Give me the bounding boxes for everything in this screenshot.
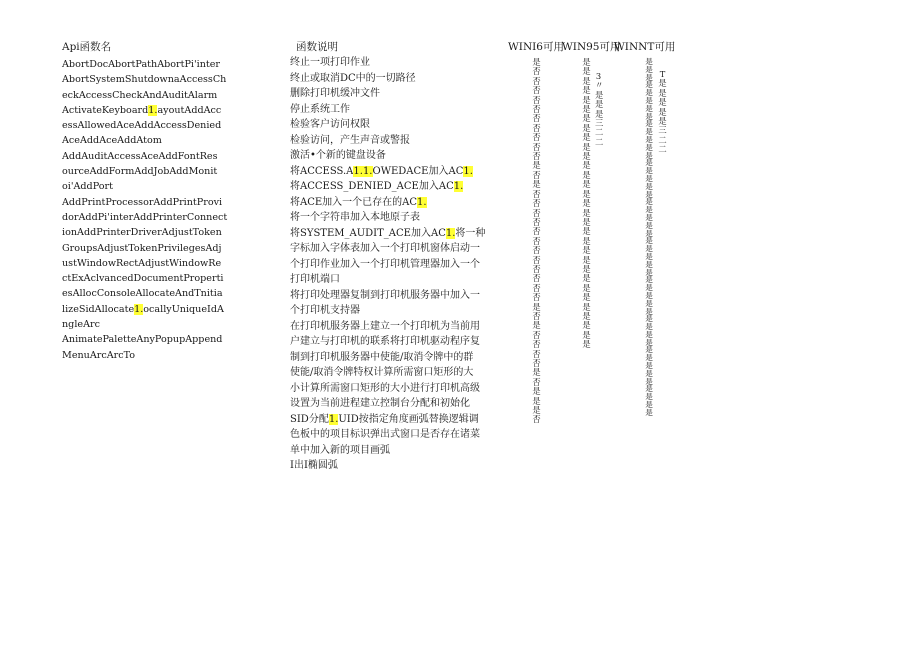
text-run: AnimatePaletteAnyPopupAppend — [62, 334, 223, 346]
text-run: 个打印作业加入一个打印机管理器加入一个 — [290, 258, 480, 270]
highlighted-text: 1. — [148, 104, 158, 116]
text-run: ourceAddFormAddJobAddMonit — [62, 166, 218, 178]
description-line — [290, 396, 502, 412]
header-function-description: 函数说明 — [296, 41, 338, 53]
text-run: 制到打印机服务器中使能/取消令牌中的群 — [290, 351, 474, 363]
text-run: 将一种 — [455, 227, 486, 239]
description-line — [290, 365, 502, 381]
text-run: 检验访问，产生声音或警报 — [290, 134, 410, 146]
text-run: 在打印机服务器上建立一个打印机为当前用 — [290, 320, 480, 332]
description-line — [290, 350, 502, 366]
api-name-column — [62, 57, 228, 363]
highlighted-text: 1.1. — [353, 165, 373, 177]
api-name-line — [62, 103, 222, 118]
description-line — [290, 241, 502, 257]
text-run: 将一个字符串加入本地原子表 — [290, 212, 420, 223]
api-name-line — [62, 317, 222, 332]
description-line — [290, 257, 502, 273]
api-name-line — [62, 195, 222, 210]
description-line — [290, 86, 502, 102]
text-run: ngleArc — [62, 319, 100, 331]
header-win95-available: WIN95可用 — [562, 41, 621, 53]
description-line — [290, 303, 502, 319]
text-run: 色板中的项目标识弹出式窗口是否存在诸菜 — [290, 429, 480, 440]
api-name-line — [62, 302, 222, 317]
description-line — [290, 164, 502, 180]
description-line — [290, 319, 502, 335]
text-run: 终止一项打印作业 — [290, 57, 370, 68]
text-run: AddAuditAccessAceAddFontRes — [62, 150, 218, 162]
text-run: 单中加入新的项目画弧 — [290, 444, 390, 456]
text-run: 将ACE加入一个已存在的AC — [290, 196, 418, 208]
api-name-line — [62, 133, 222, 148]
header-win16-available: WINI6可用 — [508, 41, 564, 53]
description-line — [290, 427, 502, 443]
text-run: 将ACCESS.A — [290, 165, 354, 177]
description-line — [290, 226, 502, 242]
highlighted-text: 1. — [463, 165, 473, 177]
description-line — [290, 443, 502, 459]
api-name-line — [62, 57, 222, 72]
description-line — [290, 133, 502, 149]
text-run: 检验客户访问权限 — [290, 119, 370, 130]
text-run: AbortDocAbortPathAbortPi'inter — [62, 59, 221, 70]
text-run: 将打印处理器复制到打印机服务器中加入一 — [290, 289, 480, 301]
winnt-availability-column-b: T是是是是是三二二 — [658, 69, 667, 155]
win95-availability-column-b: 3〃是是是三二二 — [595, 71, 604, 147]
text-run: MenuArcArcTo — [62, 349, 136, 361]
text-run: AbortSystemShutdownaAccessCh — [62, 74, 227, 86]
text-run: ocallyUniqueIdA — [143, 303, 224, 315]
highlighted-text: 1. — [445, 227, 456, 239]
description-line — [290, 55, 502, 71]
header-api-name: Api函数名 — [62, 41, 112, 53]
text-run: I出I椭圆弧 — [290, 460, 338, 471]
description-line — [290, 458, 502, 474]
api-name-line — [62, 271, 222, 286]
api-name-line — [62, 149, 222, 164]
text-run: oi'AddPort — [62, 181, 113, 193]
text-run: OWEDACE加入AC — [372, 165, 464, 177]
text-run: 激活•个新的键盘设备 — [290, 150, 386, 161]
text-run: AddPrintProcessorAddPrintProvi — [62, 196, 223, 208]
description-line — [290, 102, 502, 118]
text-run: ActivateKeyboard — [62, 104, 149, 116]
description-line — [290, 334, 502, 350]
api-name-line — [62, 348, 222, 363]
description-line — [290, 148, 502, 164]
text-run: GroupsAdjustTokenPrivilegesAdj — [62, 242, 222, 254]
text-run: ustWindowRectAdjustWindowRe — [62, 257, 222, 269]
highlighted-text: 1. — [134, 303, 144, 315]
text-run: 字标加入字体表加入一个打印机窗体启动一 — [290, 243, 480, 254]
description-line — [290, 179, 502, 195]
text-run: eckAccessCheckAndAuditAlarm — [62, 89, 218, 101]
text-run: SID分配 — [290, 413, 329, 425]
text-run: 使能/取消令牌特权计算所需窗口矩形的大 — [290, 367, 474, 378]
text-run: 打印机端口 — [290, 274, 340, 285]
highlighted-text: 1. — [328, 413, 339, 425]
text-run: esAllocConsoleAllocateAndTnitia — [62, 288, 223, 300]
api-name-line — [62, 225, 222, 240]
description-line — [290, 412, 502, 428]
win95-availability-column: 是是是是是是是是是是是是是是是是是是是是是是是是是是是是是是是 — [582, 57, 591, 350]
text-run: lizeSidAllocate — [62, 303, 135, 315]
text-run: 停止系统工作 — [290, 103, 350, 115]
description-line — [290, 272, 502, 288]
text-run: ayoutAddAcc — [157, 104, 222, 116]
description-line — [290, 210, 502, 226]
api-name-line — [62, 286, 222, 301]
text-run: 户建立与打印机的联系将打印机驱动程序复 — [290, 336, 480, 347]
text-run: dorAddPi'interAddPrinterConnect — [62, 211, 228, 223]
api-name-line — [62, 256, 222, 271]
text-run: 个打印机支持器 — [290, 305, 360, 316]
api-name-line — [62, 164, 222, 179]
api-name-line — [62, 72, 227, 87]
text-run: 终止或取消DC中的一切路径 — [290, 72, 416, 84]
text-run: essAllowedAceAddAccessDenied — [62, 120, 222, 132]
highlighted-text: 1. — [417, 196, 427, 208]
api-name-line — [62, 118, 222, 133]
text-run: UID按指定角度画弧替换逻辑调 — [338, 413, 479, 425]
text-run: 小计算所需窗口矩形的大小进行打印机高级 — [290, 382, 480, 394]
text-run: 将ACCESS_DENIED_ACE加入AC — [290, 181, 454, 192]
api-name-line — [62, 179, 222, 194]
description-line — [290, 381, 502, 397]
description-line — [290, 195, 502, 211]
text-run: ionAddPrinterDriverAdjustToken — [62, 227, 222, 239]
api-name-line — [62, 241, 222, 256]
description-line — [290, 71, 502, 87]
text-run: ctExAclvancedDocumentProperti — [62, 273, 224, 285]
description-line — [290, 288, 502, 304]
description-column — [290, 55, 502, 474]
api-name-line — [62, 210, 228, 225]
text-run: AceAddAceAddAtom — [62, 135, 162, 147]
description-line — [290, 117, 502, 133]
winnt-availability-column: 是是是是是是是是是是是是是是是是是是是是是是是是是是是是是是是是是是是是是是是是是是是是是是 — [645, 57, 653, 417]
api-name-line — [62, 88, 222, 103]
highlighted-text: 1. — [453, 181, 464, 192]
win16-availability-column: 是否否否否否否否否否否是否是否否否否否否否否否否否否是否是否否否否是否是是是否 — [532, 57, 541, 425]
text-run: 将SYSTEM_AUDIT_ACE加入AC — [290, 227, 446, 239]
text-run: 设置为当前进程建立控制台分配和初始化 — [290, 398, 470, 409]
header-winnt-available: WINNT可用 — [614, 41, 676, 53]
text-run: 删除打印机缓冲文件 — [290, 88, 380, 99]
api-name-line — [62, 332, 222, 347]
